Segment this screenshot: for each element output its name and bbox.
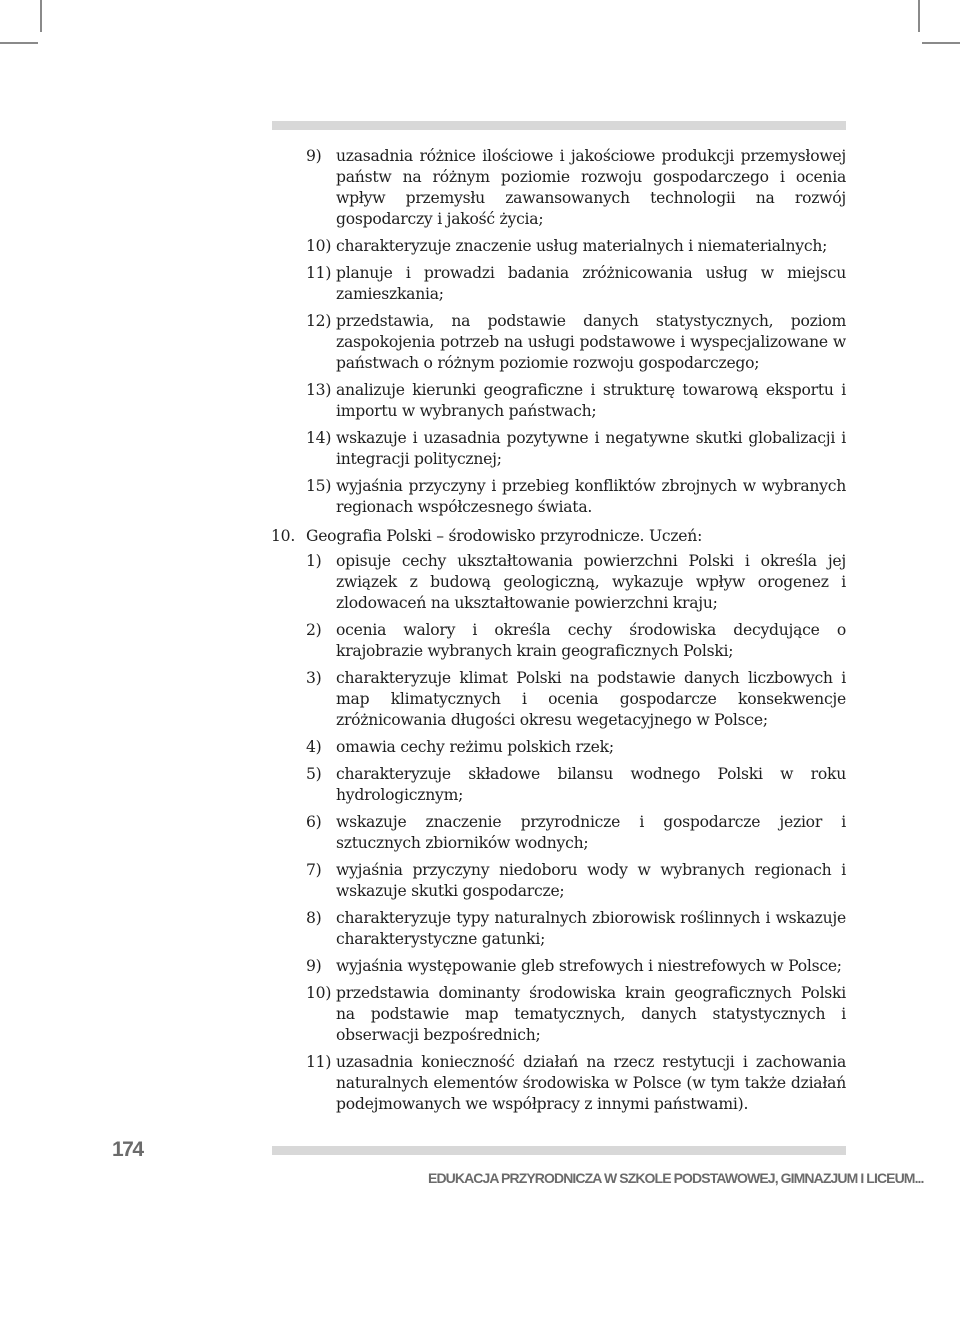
header-rule: [272, 121, 846, 130]
list-item: [306, 737, 846, 758]
list-item: [306, 476, 846, 518]
list-item-text: wskazuje znaczenie przyrodnicze i gospodarcze jezior i sztucznych zbiorników wodnych;: [336, 813, 846, 852]
footer-rule: [272, 1146, 846, 1155]
curriculum-text: [271, 146, 846, 1121]
requirements-list-top: [306, 146, 846, 518]
list-item: [306, 551, 846, 614]
list-item-text: wyjaśnia przyczyny niedoboru wody w wybranych regionach i wskazuje skutki gospodarcze;: [336, 861, 846, 900]
list-item: [306, 380, 846, 422]
list-item-text: przedstawia, na podstawie danych statystycznych, poziom zaspokojenia potrzeb na usługi podstawowe i wyspecjalizowane w państwach o różnym poziomie rozwoju gospodarczego;: [336, 312, 846, 372]
list-item-number: 5): [306, 765, 322, 783]
list-item: [306, 764, 846, 806]
list-item-number: 9): [306, 147, 322, 165]
section-number: 10.: [271, 527, 296, 545]
list-item: [306, 428, 846, 470]
list-item-number: 3): [306, 669, 322, 687]
list-item-number: 6): [306, 813, 322, 831]
list-item-text: wyjaśnia występowanie gleb strefowych i niestrefowych w Polsce;: [336, 957, 842, 975]
section-heading: [271, 526, 846, 547]
list-item-number: 7): [306, 861, 322, 879]
list-item-text: charakteryzuje klimat Polski na podstawie danych liczbowych i map klimatycznych i ocenia gospodarcze konsekwencje zróżnicowania długości okresu wegetacyjnego w Polsce;: [336, 669, 846, 729]
list-item-text: planuje i prowadzi badania zróżnicowania usług w miejscu zamieszkania;: [336, 264, 846, 303]
list-item: [306, 983, 846, 1046]
list-item-text: ocenia walory i określa cechy środowiska decydujące o krajobrazie wybranych krain geograficznych Polski;: [336, 621, 846, 660]
crop-mark: [40, 0, 42, 32]
section-title: Geografia Polski – środowisko przyrodnicze. Uczeń:: [306, 527, 703, 545]
list-item-text: charakteryzuje znaczenie usług materialnych i niematerialnych;: [336, 237, 828, 255]
list-item-number: 2): [306, 621, 322, 639]
footer-title: EDUKACJA PRZYRODNICZA W SZKOLE PODSTAWOWEJ, GIMNAZJUM I LICEUM...: [428, 1170, 924, 1186]
list-item: [306, 620, 846, 662]
list-item-number: 11): [306, 1053, 332, 1071]
list-item-text: przedstawia dominanty środowiska krain geograficznych Polski na podstawie map tematycznych, danych statystycznych i obserwacji bezpośrednich;: [336, 984, 846, 1044]
list-item: [306, 860, 846, 902]
list-item-text: wyjaśnia przyczyny i przebieg konfliktów zbrojnych w wybranych regionach współczesnego świata.: [336, 477, 846, 516]
list-item: [306, 146, 846, 230]
page-number: 174: [112, 1138, 143, 1161]
list-item-number: 10): [306, 237, 332, 255]
list-item-number: 11): [306, 264, 332, 282]
list-item: [306, 908, 846, 950]
list-item: [306, 668, 846, 731]
list-item-text: charakteryzuje składowe bilansu wodnego Polski w roku hydrologicznym;: [336, 765, 846, 804]
requirements-list-bottom: [306, 551, 846, 1115]
list-item-text: omawia cechy reżimu polskich rzek;: [336, 738, 614, 756]
list-item: [306, 236, 846, 257]
list-item-text: analizuje kierunki geograficzne i strukturę towarową eksportu i importu w wybranych państwach;: [336, 381, 846, 420]
crop-mark: [922, 42, 960, 44]
list-item: [306, 812, 846, 854]
list-item: [306, 311, 846, 374]
crop-mark: [918, 0, 920, 32]
list-item-number: 8): [306, 909, 322, 927]
list-item: [306, 956, 846, 977]
list-item-number: 14): [306, 429, 332, 447]
list-item-number: 10): [306, 984, 332, 1002]
list-item-number: 13): [306, 381, 332, 399]
list-item: [306, 1052, 846, 1115]
list-item-number: 9): [306, 957, 322, 975]
list-item: [306, 263, 846, 305]
list-item-text: wskazuje i uzasadnia pozytywne i negatywne skutki globalizacji i integracji politycznej;: [336, 429, 846, 468]
list-item-number: 1): [306, 552, 322, 570]
list-item-number: 4): [306, 738, 322, 756]
list-item-text: charakteryzuje typy naturalnych zbiorowisk roślinnych i wskazuje charakterystyczne gatunki;: [336, 909, 846, 948]
list-item-text: uzasadnia konieczność działań na rzecz restytucji i zachowania naturalnych elementów środowiska w Polsce (w tym także działań podejmowanych we współpracy z innymi państwami).: [336, 1053, 846, 1113]
list-item-number: 12): [306, 312, 332, 330]
list-item-text: opisuje cechy ukształtowania powierzchni Polski i określa jej związek z budową geologiczną, wykazuje wpływ orogenez i zlodowaceń na ukształtowanie powierzchni kraju;: [336, 552, 846, 612]
list-item-number: 15): [306, 477, 332, 495]
crop-mark: [0, 42, 38, 44]
list-item-text: uzasadnia różnice ilościowe i jakościowe produkcji przemysłowej państw na różnym poziomie rozwoju gospodarczego i ocenia wpływ przemysłu zawansowanych technologii na rozwój gospodarczy i jakość życia;: [336, 147, 846, 228]
